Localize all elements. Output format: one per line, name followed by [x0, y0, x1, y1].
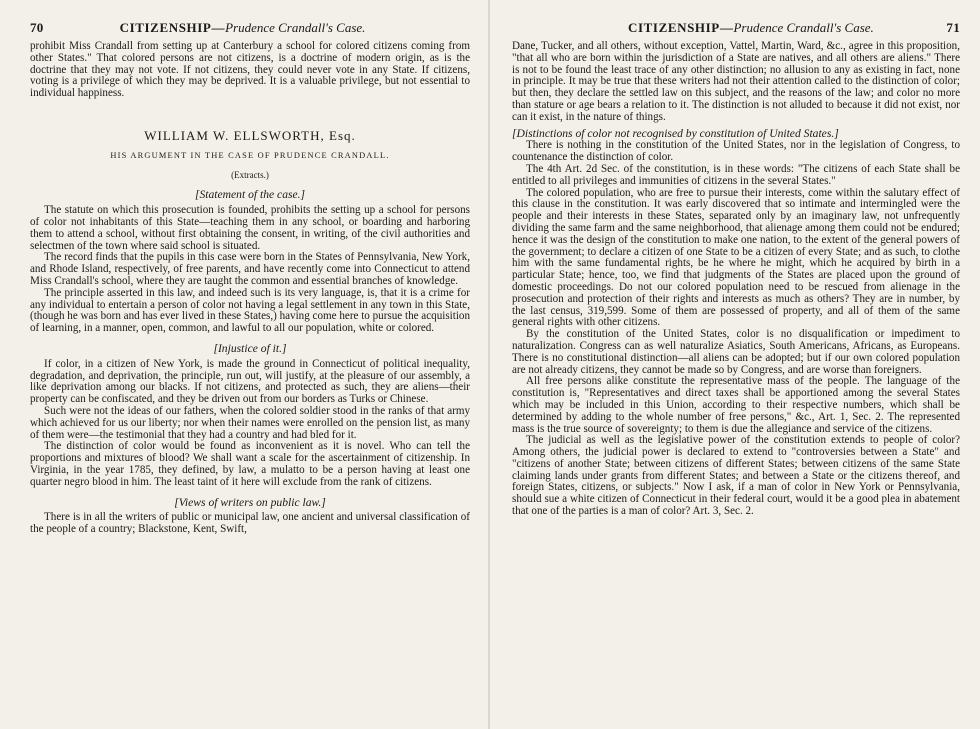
left-running-title: CITIZENSHIP—Prudence Crandall's Case.	[119, 20, 366, 35]
right-running-title: CITIZENSHIP—Prudence Crandall's Case.	[628, 20, 874, 35]
paragraph: The principle asserted in this law, and indeed such is its very language, is, that it is a crime for any individual to entertain a person of color not having a legal settlement in any town in this State, (though he was born and has ever lived in these States,) having come here to pursue the acquisition of learning, in a manner, open, common, and lawful to all our population, white or colored.	[30, 286, 470, 335]
right-page-number: 71	[946, 20, 960, 35]
paragraph: The 4th Art. 2d Sec. of the constitution, is in these words: "The citizens of each State shall be entitled to all privileges and immunities of citizens in the several States."	[512, 162, 960, 187]
paragraph: All free persons alike constitute the representative mass of the people. The language of the constitution is, "Representatives and direct taxes shall be apportioned among the several States which may be included in this Union, according to their respective numbers, which shall be determined by adding to the whole number of free persons," &c., Art. 1, Sec. 2. The represented mass is the true source of sovereignty; to them is due the allegiance and service of the citizens.	[512, 375, 960, 435]
paragraph: By the constitution of the United States, color is no disqualification or impediment to naturalization. Congress can as well naturalize Asiatics, South Americans, Africans, as Europeans. There is no constitutional distinction—all aliens can be adopted; but if our own colored population are not already citizens, they cannot be made so by Congress, and are worse than foreigners.	[512, 328, 960, 376]
right-opening-paragraph: Dane, Tucker, and all others, without exception, Vattel, Martin, Ward, &c., agree in this proposition, "that all who are born within the jurisdiction of a State are natives, and all others are aliens." There is not to be found the least trace of any other distinction; no allusion to any as existing in fact, none in principle. It may be true that these writers had not their attention called to the distinction of color; but then, they declare the settled law on this subject, and the reasons of the law; and color no more than stature or age bears a relation to it. The distinction is not alluded to because it did not exist, nor can it exist, in the nature of things.	[512, 40, 960, 123]
section-heading-distinctions: [Distinctions of color not recognised by constitution of United States.]	[512, 126, 839, 140]
paragraph: The distinction of color would be found as inconvenient as it is novel. Who can tell the proportions and mixtures of blood? We shall want a scale for the ascertainment of citizenship. In Virginia, in the year 1785, they defined, by law, a mulatto to be a person having at least one quarter negro blood in him. The least taint of it here will exclude from the rank of citizens.	[30, 440, 470, 488]
section-heading-injustice: [Injustice of it.]	[213, 341, 287, 355]
left-running-title-italic: Prudence Crandall's Case.	[225, 20, 366, 35]
right-text-column	[512, 41, 960, 518]
left-opening-paragraph: prohibit Miss Crandall from setting up at Canterbury a school for colored citizens coming from other States." That colored persons are not citizens, is a doctrine of modern origin, as is the doctrine that they may not vote. If not citizens, they could never vote in any State. If citizens, voting is a privilege of which they may be deprived. It is a valuable privilege, but not essential to individual happiness.	[30, 40, 470, 100]
right-running-title-italic: Prudence Crandall's Case.	[733, 20, 874, 35]
paragraph: There is nothing in the constitution of the United States, nor in the legislation of Congress, to countenance the distinction of color.	[512, 139, 960, 164]
left-text-column	[30, 41, 470, 536]
paragraph: If color, in a citizen of New York, is made the ground in Connecticut of political inequality, degradation, and deprivation, the principle, run out, will justify, at the pleasure of our assembly, a like deprivation among our blacks. If not citizens, and protected as such, they are aliens—their property can be confiscated, and they be driven out from our borders as Turks or Chinese.	[30, 357, 470, 406]
paragraph: The judicial as well as the legislative power of the constitution extends to people of color? Among others, the judicial power is declared to extend to "controversies between a State" and "citizens of another State; between citizens of different States; between citizens of the same State claiming lands under grants from different States; and between a State or the citizens thereof, and foreign States, citizens, or subjects." Now I ask, if a man of color in New York or Pennsylvania, should sue a white citizen of Connecticut in their federal court, would it be a good plea in abatement that one of the parties is a man of color? Art. 3, Sec. 2.	[512, 434, 960, 518]
right-page	[490, 0, 980, 729]
extracts-label: (Extracts.)	[231, 169, 269, 180]
paragraph: The colored population, who are free to pursue their interests, come within the salutary effect of this clause in the constitution. It was early discovered that so intimate and intermingled were the people and their interests in these States, separated only by an imaginary law, not unfrequently dividing the same farm and the same neighborhood, that alienage among them could not be endured; hence it was the design of the constitution to make one nation, to the extent of the general powers of the government; to declare a citizen of one State to be a citizen of every State; and as such, to clothe him with the same fundamental rights, be he where he might, which he acquired by birth in a particular State; hence, too, we find that judgments of the States are placed upon the ground of domestic proceedings. Do not our colored population need to be rescued from alienage in the prosecution and protection of their rights and interests as much as others? They are in number, by the last census, 319,599. Some of them are possessed of property, and all of them of the same general rights with other citizens.	[512, 186, 960, 329]
section-heading-statement: [Statement of the case.]	[194, 188, 306, 202]
left-running-head	[30, 20, 470, 36]
paragraph: The statute on which this prosecution is founded, prohibits the setting up a school for persons of color not inhabitants of this State—teaching them in any school, or boarding and harboring them to attend a school, without first obtaining the consent, in writing, of the civil authorities and selectmen of the town where said school is situated.	[30, 204, 470, 252]
right-running-head	[512, 20, 960, 36]
article-title: WILLIAM W. ELLSWORTH, Esq.	[144, 127, 356, 143]
paragraph: Such were not the ideas of our fathers, when the colored soldier stood in the ranks of that army which achieved for us our liberty; nor when their names were enrolled on the pension list, as many of them were—the testimonial that they had a country and had bled for it.	[30, 404, 470, 441]
paragraph: The record finds that the pupils in this case were born in the States of Pennsylvania, New York, and Rhode Island, respectively, of free parents, and have recently come into Connecticut to attend Miss Crandall's school, where they are taught the common and essential branches of knowledge.	[30, 251, 470, 287]
paragraph: There is in all the writers of public or municipal law, one ancient and universal classification of the people of a country; Blackstone, Kent, Swift,	[30, 511, 470, 536]
left-page-number: 70	[30, 20, 44, 35]
article-subtitle: HIS ARGUMENT IN THE CASE OF PRUDENCE CRANDALL.	[110, 150, 390, 160]
section-heading-writers: [Views of writers on public law.]	[174, 495, 326, 509]
